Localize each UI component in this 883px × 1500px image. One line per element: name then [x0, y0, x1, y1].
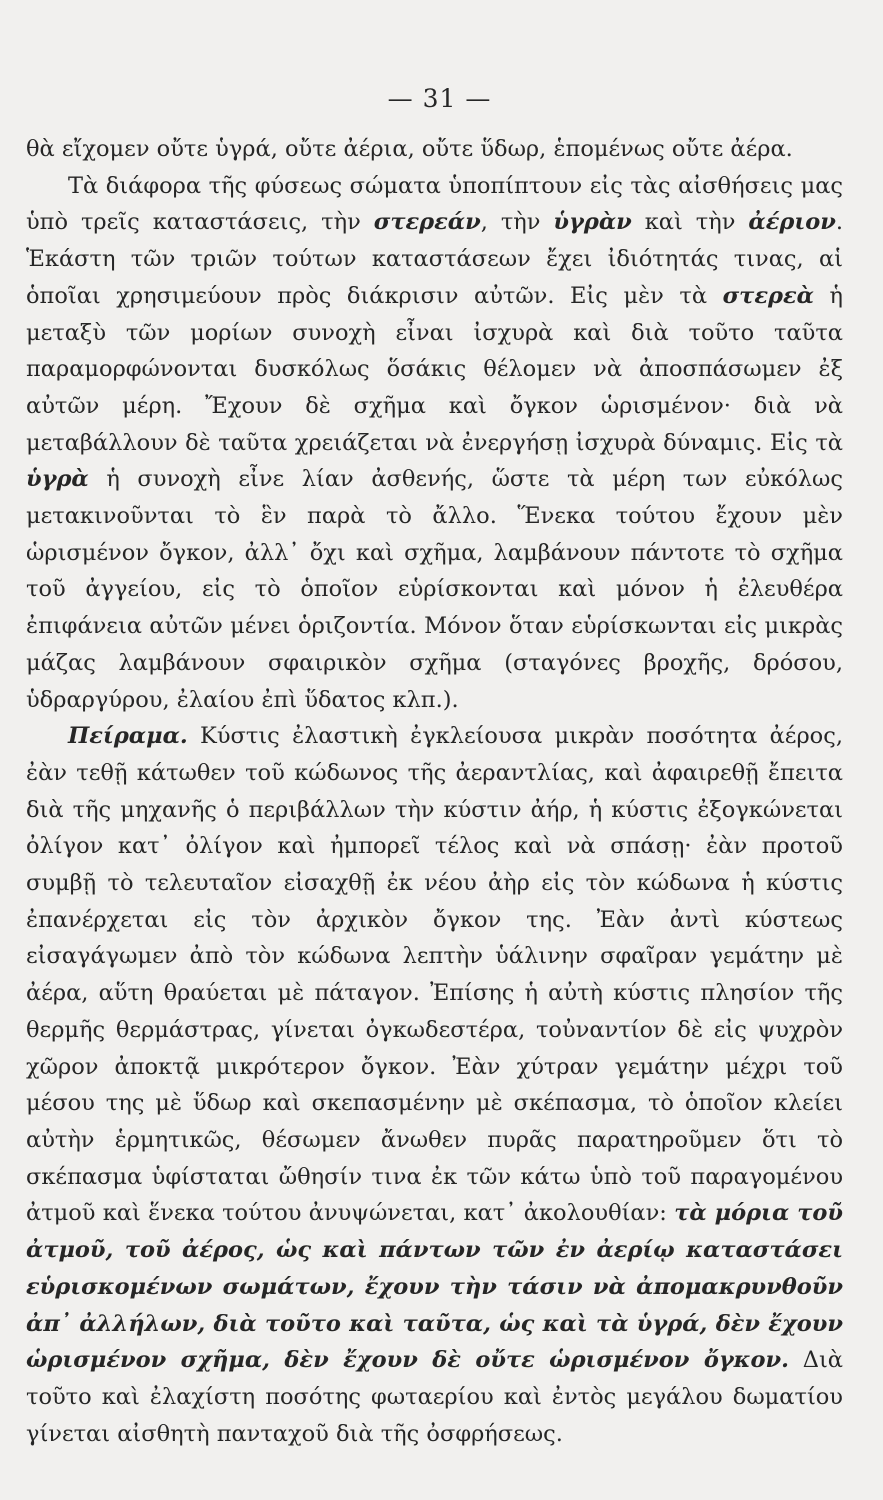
emphasized-text: στερεάν [373, 209, 481, 236]
page-number: — 31 — [387, 84, 492, 113]
paragraph [26, 168, 843, 719]
paragraph [26, 718, 843, 1452]
text-run: , τὴν [480, 209, 554, 236]
body-text [26, 131, 843, 1452]
text-run: . Ἑκάστη τῶν τριῶν τούτων καταστάσεων ἔχει ἰδιότητάς τινας, αἱ ὁποῖαι χρησιμεύουν πρὸς διάκρισιν αὐτῶν. Εἰς μὲν τὰ [26, 209, 843, 309]
text-run: Τὰ διάφορα τῆς φύσεως σώματα ὑποπίπτουν εἰς τὰς αἰσθήσεις μας ὑπὸ τρεῖς καταστάσεις, τὴν [26, 172, 843, 236]
emphasized-text: ὑγρὰ [26, 466, 89, 493]
paragraph [26, 131, 843, 168]
text-run: ἡ συνοχὴ εἶνε λίαν ἀσθενής, ὥστε τὰ μέρη των εὐκόλως μετακινοῦνται τὸ ἓν παρὰ τὸ ἄλλο. Ἕνεκα τούτου ἔχουν μὲν ὡρισμένον ὄγκον, ἀλλ᾿ ὄχι καὶ σχῆμα, λαμβάνουν πάντοτε τὸ σχῆμα τοῦ ἀγγείου, εἰς τὸ ὁποῖον εὑρίσκονται καὶ μόνον ἡ ἐλευθέρα ἐπιφάνεια αὐτῶν μένει ὁριζοντία. Μόνον ὅταν εὑρίσκωνται εἰς μικρὰς μάζας λαμβάνουν σφαιρικὸν σχῆμα (σταγόνες βροχῆς, δρόσου, ὑδραργύρου, ἐλαίου ἐπὶ ὕδατος κλπ.). [26, 466, 843, 713]
emphasized-text: Πείραμα. [68, 723, 188, 750]
text-run: καὶ τὴν [631, 209, 749, 236]
text-run: ἡ μεταξὺ τῶν μορίων συνοχὴ εἶναι ἰσχυρὰ καὶ διὰ τοῦτο ταῦτα παραμορφώνονται δυσκόλως ὅσάκις θέλομεν νὰ ἀποσπάσωμεν ἐξ αὐτῶν μέρη. Ἔχουν δὲ σχῆμα καὶ ὄγκον ὡρισμένον· διὰ νὰ μεταβάλλουν δὲ ταῦτα χρειάζεται νὰ ἐνεργήσῃ ἰσχυρὰ δύναμις. Εἰς τὰ [26, 282, 844, 456]
text-run: Κύστις ἐλαστικὴ ἐγκλείουσα μικρὰν ποσότητα ἀέρος, ἐὰν τεθῇ κάτωθεν τοῦ κώδωνος τῆς ἀεραντλίας, καὶ ἀφαιρεθῇ ἔπειτα διὰ τῆς μηχανῆς ὁ περιβάλλων τὴν κύστιν ἀήρ, ἡ κύστις ἐξογκώνεται ὀλίγον κατ᾿ ὀλίγον καὶ ἠμπορεῖ τέλος καὶ νὰ σπάσῃ· ἐὰν προτοῦ συμβῇ τὸ τελευταῖον εἰσαχθῇ ἐκ νέου ἀὴρ εἰς τὸν κώδωνα ἡ κύστις ἐπανέρχεται εἰς τὸν ἀρχικὸν ὄγκον της. Ἐὰν ἀντὶ κύστεως εἰσαγάγωμεν ἀπὸ τὸν κώδωνα λεπτὴν ὑάλινην σφαῖραν γεμάτην μὲ ἀέρα, αὕτη θραύεται μὲ πάταγον. Ἐπίσης ἡ αὐτὴ κύστις πλησίον τῆς θερμῆς θερμάστρας, γίνεται ὀγκωδεστέρα, τοὐναντίον δὲ εἰς ψυχρὸν χῶρον ἀποκτᾷ μικρότερον ὄγκον. Ἐὰν χύτραν γεμάτην μέχρι τοῦ μέσου της μὲ ὕδωρ καὶ σκεπασμένην μὲ σκέπασμα, τὸ ὁποῖον κλείει αὐτὴν ἑρμητικῶς, θέσωμεν ἄνωθεν πυρᾶς παρατηροῦμεν ὅτι τὸ σκέπασμα ὑφίσταται ὤθησίν τινα ἐκ τῶν κάτω ὑπὸ τοῦ παραγομένου ἀτμοῦ καὶ ἕνεκα τούτου ἀνυψώνεται, κατ᾿ ἀκολουθίαν: [26, 723, 843, 1227]
emphasized-text: τὰ μόρια τοῦ ἀτμοῦ, τοῦ ἀέρος, ὡς καὶ πάντων τῶν ἐν ἀερίῳ καταστάσει εὑρισκομένων σωμάτων, ἔχουν τὴν τάσιν νὰ ἀπομακρυνθοῦν ἀπ᾿ ἀλλήλων, διὰ τοῦτο καὶ ταῦτα, ὡς καὶ τὰ ὑγρά, δὲν ἔχουν ὡρισμένον σχῆμα, δὲν ἔχουν δὲ οὔτε ὡρισμένον ὄγκον. [26, 1200, 843, 1374]
text-run: θὰ εἴχομεν οὔτε ὑγρά, οὔτε ἀέρια, οὔτε ὕδωρ, ἑπομένως οὔτε ἀέρα. [26, 136, 793, 162]
emphasized-text: στερεὰ [722, 282, 814, 309]
emphasized-text: ἀέριον [748, 209, 836, 236]
text-run: Διὰ τοῦτο καὶ ἐλαχίστη ποσότης φωταερίου καὶ ἐντὸς μεγάλου δωματίου γίνεται αἰσθητὴ πανταχοῦ διὰ τῆς ὀσφρήσεως. [26, 1347, 843, 1447]
emphasized-text: ὑγρὰν [553, 209, 632, 236]
